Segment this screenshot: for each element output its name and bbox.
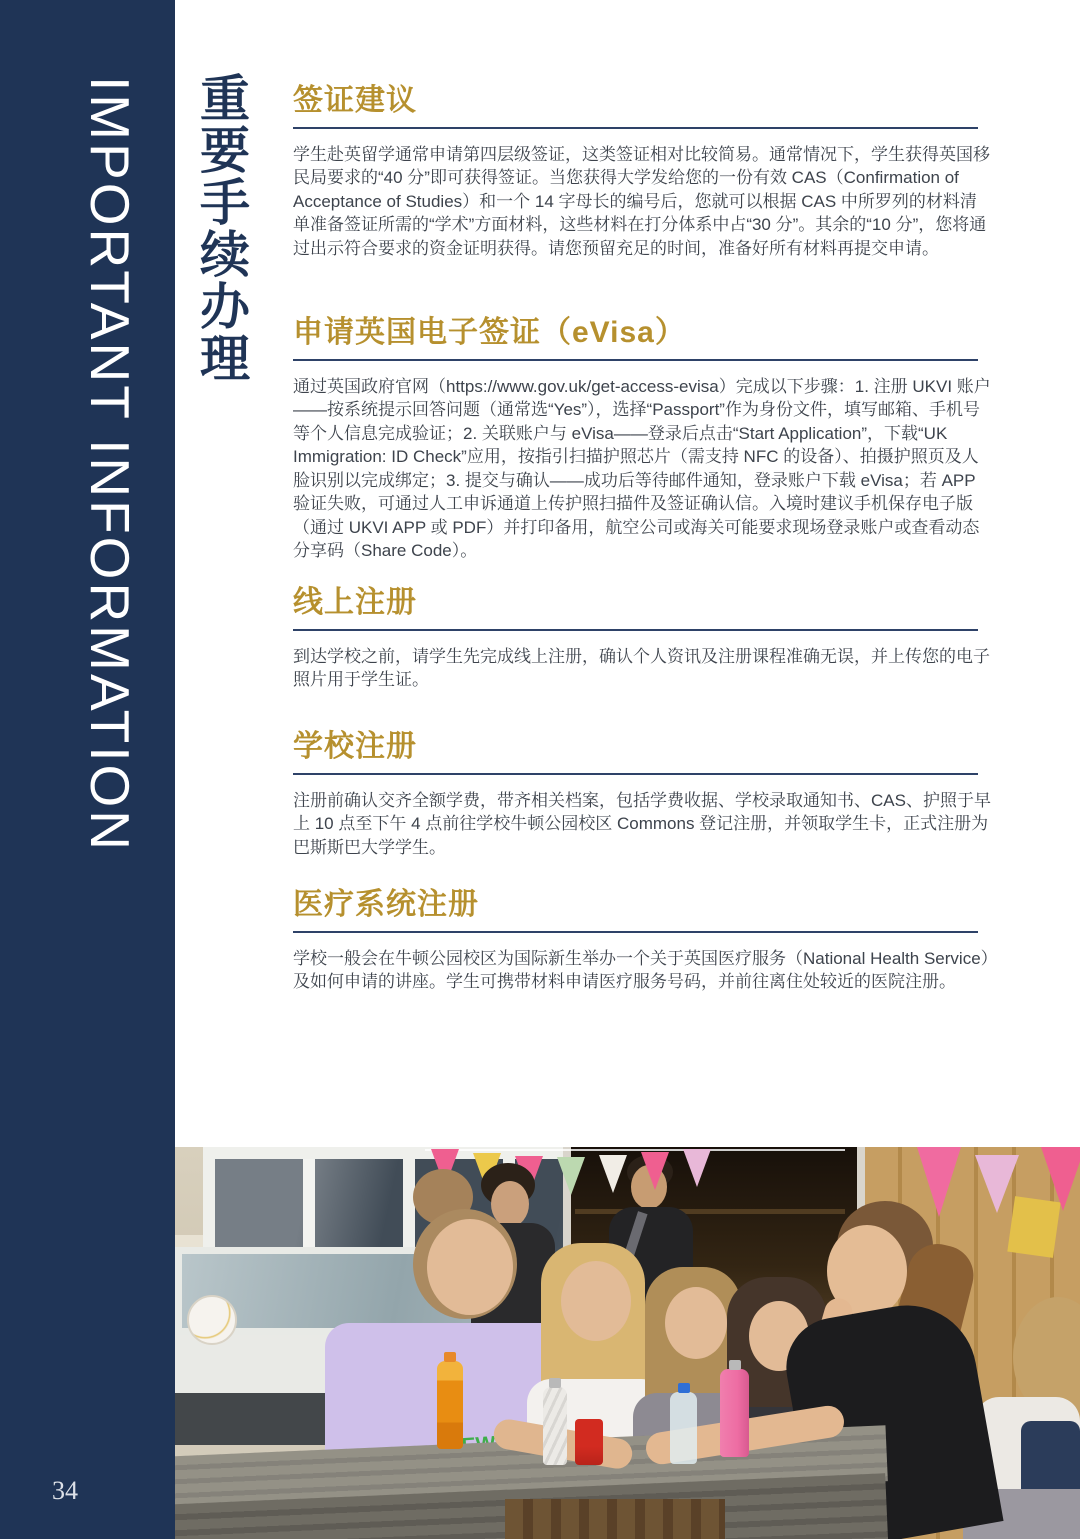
heading-rule [293, 359, 978, 361]
section-body: 学校一般会在牛顿公园校区为国际新生举办一个关于英国医疗服务（National Health Service）及如何申请的讲座。学生可携带材料申请医疗服务号码，并前往离住处较近的医院注册。 [293, 948, 990, 991]
section-heading: 线上注册 [293, 586, 417, 619]
section-visa-advice [293, 84, 993, 260]
student1-head [427, 1219, 513, 1315]
van-sticker [187, 1295, 237, 1345]
picnic-table-pedestal [505, 1499, 725, 1539]
section-evisa [293, 316, 993, 563]
pink-thermos-bottle [720, 1369, 749, 1457]
section-online-registration [293, 586, 993, 692]
student3-head [665, 1287, 727, 1359]
bunting-flag [557, 1157, 585, 1195]
section-heading: 医疗系统注册 [293, 888, 479, 921]
section-school-registration [293, 730, 993, 859]
section-body: 到达学校之前，请学生先完成线上注册，确认个人资讯及注册课程准确无误，并上传您的电子照片用于学生证。 [293, 646, 990, 689]
bunting-flag [1041, 1147, 1080, 1211]
plastic-water-bottle [670, 1392, 697, 1464]
section-body: 学生赴英留学通常申请第四层级签证，这类签证相对比较简易。通常情况下，学生获得英国移民局要求的“40 分”即可获得签证。当您获得大学发给您的一份有效 CAS（Confirmation of Acceptance of Studies）和一个 14 字母长的编号后，您就可以根据 CAS 中所罗列的材料清单准备签证所需的“学术”方面材料，这些材料在打分体系中占“30 分”。其余的“10 分”，您将通过出示符合要求的资金证明获得。请您预留充足的时间，准备好所有材料再提交申请。 [293, 144, 990, 258]
bunting-flag [641, 1152, 669, 1190]
bunting-flag [683, 1149, 711, 1187]
section-heading: 学校注册 [293, 730, 417, 763]
bunting-flag [975, 1155, 1019, 1213]
vertical-title-english: IMPORTANT INFORMATION [79, 76, 141, 853]
marble-water-bottle [543, 1387, 567, 1465]
bunting-flag [599, 1155, 627, 1193]
campus-photo [175, 1147, 1080, 1539]
orange-drink-bottle [437, 1361, 463, 1449]
heading-rule [293, 773, 978, 775]
section-body: 通过英国政府官网（https://www.gov.uk/get-access-evisa）完成以下步骤：1. 注册 UKVI 账户——按系统提示回答问题（通常选“Yes”），选择“Passport”作为身份文件，填写邮箱、手机号等个人信息完成验证；2. 关联账户与 eVisa——登录后点击“Start Application”，下载“UK Immigration: ID Check”应用，按指引扫描护照芯片（需支持 NFC 的设备）、拍摄护照页及人脸识别以完成绑定；3. 提交与确认——成功后等待邮件通知，登录账户下载 eVisa；若 APP 验证失败，可通过人工申诉通道上传护照扫描件及签证确认信。入境时建议手机保存电子版（通过 UKVI APP 或 PDF）并打印备用，航空公司或海关可能要求现场登录账户或查看动态分享码（Share Code）。 [293, 376, 991, 560]
cola-can [575, 1419, 603, 1465]
bunting-string [425, 1149, 845, 1151]
heading-rule [293, 127, 978, 129]
student2-head [561, 1261, 631, 1341]
page-number: 34 [52, 1476, 78, 1505]
heading-rule [293, 629, 978, 631]
bunting-flag [917, 1147, 961, 1217]
section-body: 注册前确认交齐全额学费，带齐相关档案，包括学费收据、学校录取通知书、CAS、护照于早上 10 点至下午 4 点前往学校牛顿公园校区 Commons 登记注册，并领取学生卡，正式注册为巴斯斯巴大学学生。 [293, 790, 991, 857]
heading-rule [293, 931, 978, 933]
section-health-registration [293, 888, 993, 994]
section-heading: 申请英国电子签证（eVisa） [293, 316, 686, 349]
section-heading: 签证建议 [293, 84, 417, 117]
vertical-title-chinese: 重要手续办理 [193, 72, 249, 384]
